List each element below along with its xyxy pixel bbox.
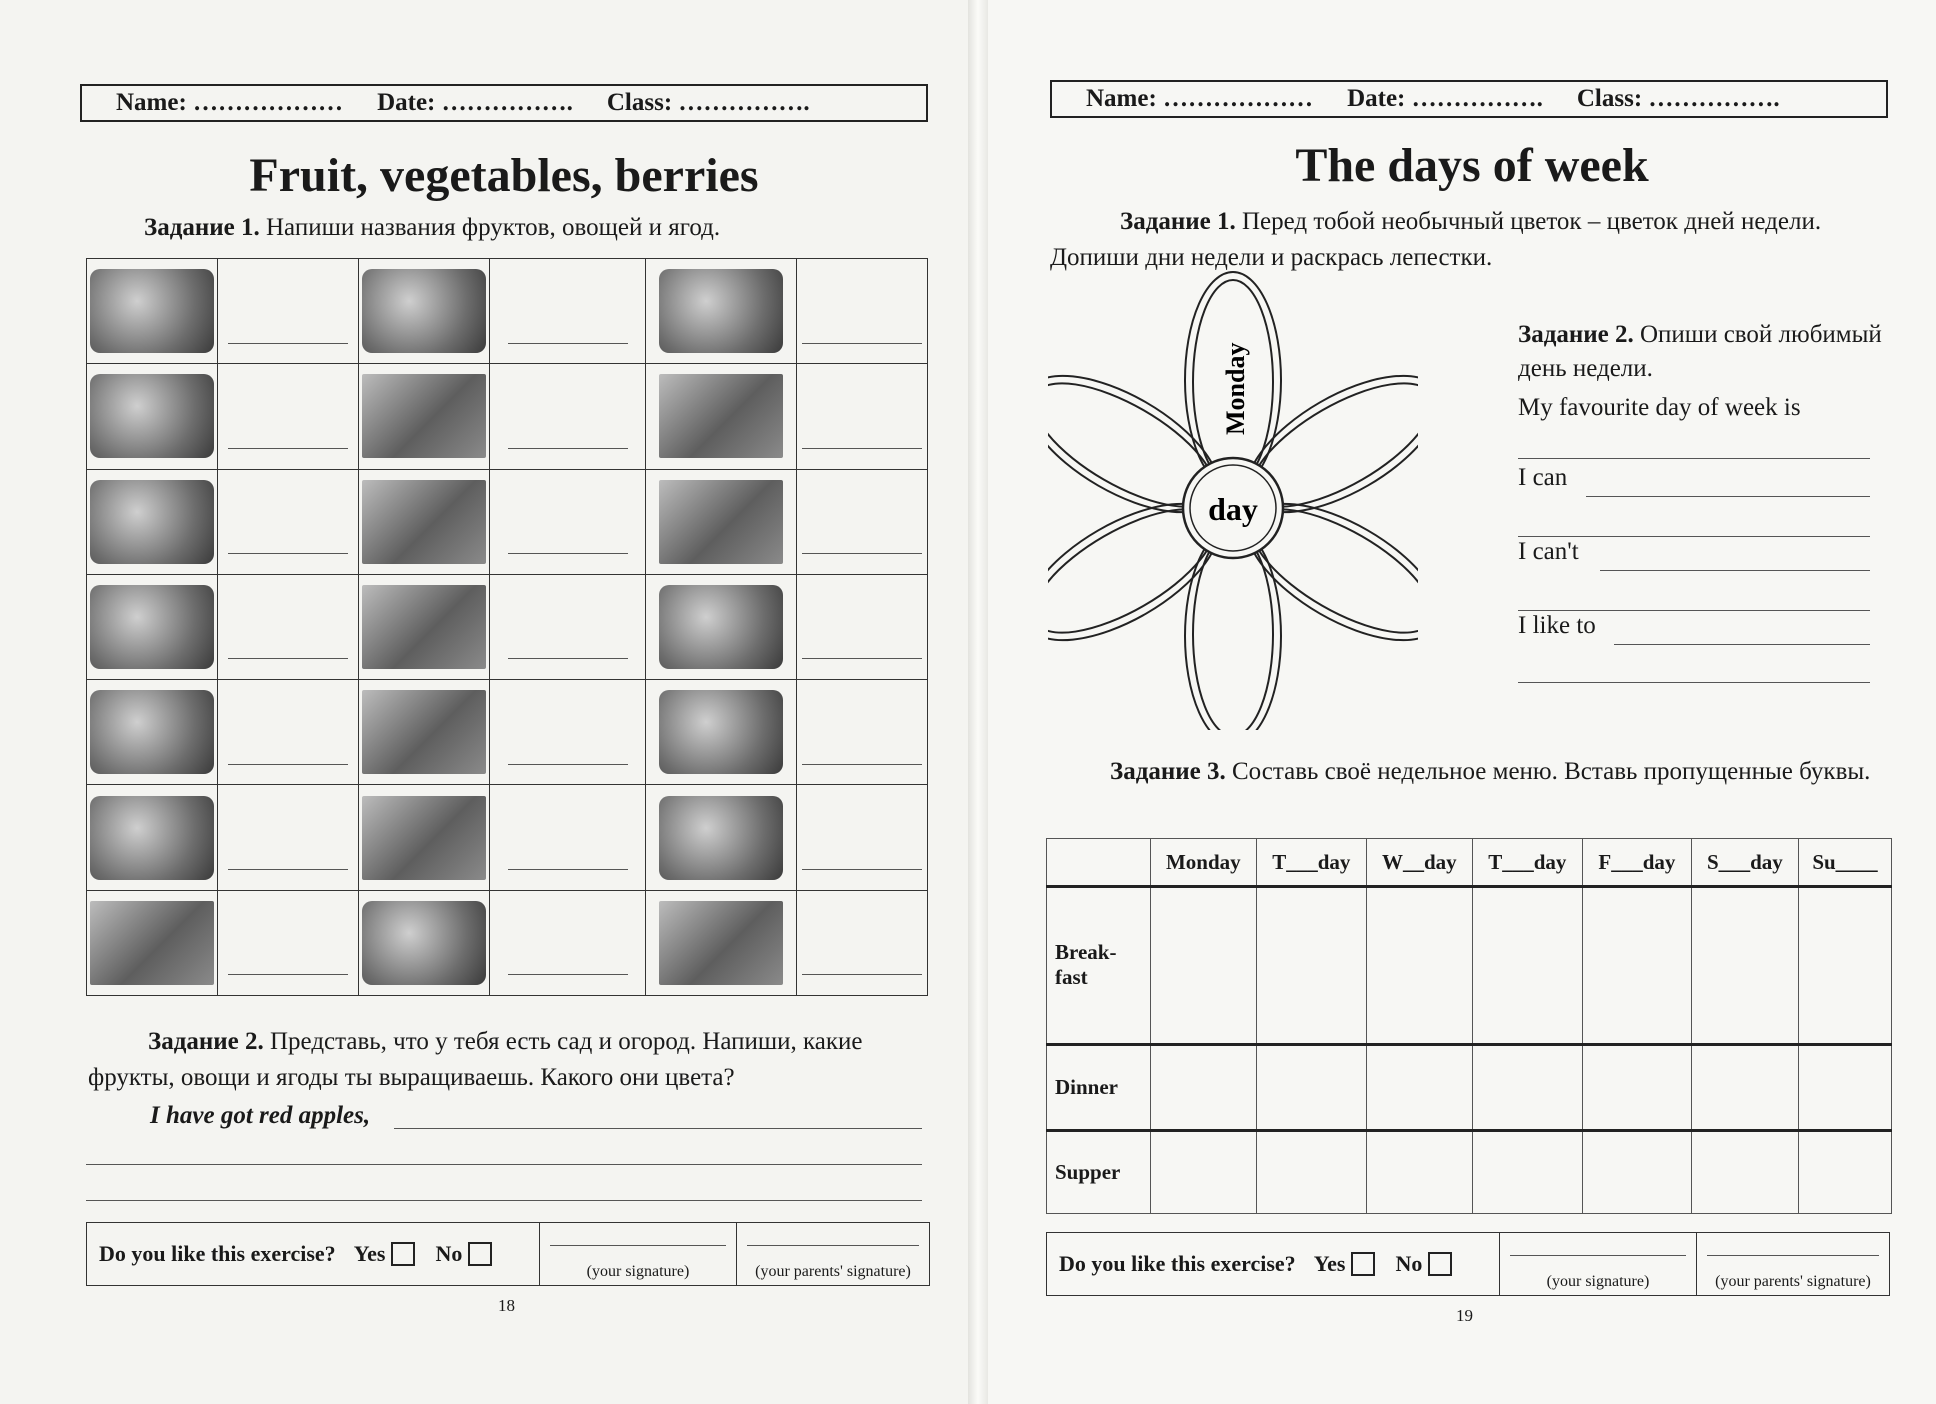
i-can-prompt: I can [1518, 464, 1568, 491]
page-title: The days of week [1295, 139, 1649, 192]
signature-box[interactable] [539, 1223, 736, 1285]
day-header[interactable]: T___day [1472, 839, 1582, 887]
date-field[interactable]: Date: ……………. [1347, 85, 1543, 112]
date-field[interactable]: Date: ……………. [377, 89, 573, 116]
answer-line[interactable] [228, 805, 348, 870]
feedback-box [1046, 1232, 1890, 1296]
class-field[interactable]: Class: ……………. [606, 89, 810, 116]
yes-label: Yes [1313, 1251, 1346, 1276]
yes-label: Yes [353, 1241, 386, 1266]
signature-box[interactable] [1499, 1233, 1696, 1295]
book-gutter [968, 0, 988, 1404]
fruit-image [90, 901, 214, 985]
answer-line[interactable] [1518, 506, 1870, 537]
task1-text: Напиши названия фруктов, овощей и ягод. [266, 214, 721, 241]
favourite-day-prompt: My favourite day of week is [1518, 394, 1801, 421]
right-page [988, 0, 1936, 1404]
vegetable-image [362, 585, 486, 669]
berry-image [362, 796, 486, 880]
page-number: 19 [1456, 1306, 1473, 1325]
day-header: Monday [1151, 839, 1257, 887]
menu-cell[interactable] [1367, 1130, 1473, 1213]
menu-cell[interactable] [1583, 1044, 1692, 1130]
task1-instruction [1050, 204, 1892, 276]
answer-line[interactable] [228, 910, 348, 975]
task2-instruction [88, 1024, 938, 1096]
header-box [80, 84, 928, 122]
yes-checkbox[interactable] [391, 1242, 415, 1266]
grid-row [87, 469, 928, 574]
grid-row [87, 364, 928, 469]
parents-signature-box[interactable] [736, 1223, 929, 1285]
menu-cell[interactable] [1256, 887, 1366, 1045]
menu-cell[interactable] [1367, 1044, 1473, 1130]
answer-line[interactable] [802, 384, 922, 449]
menu-cell[interactable] [1151, 1044, 1257, 1130]
answer-line[interactable] [1586, 466, 1870, 497]
menu-cell[interactable] [1799, 887, 1892, 1045]
signature-line [747, 1245, 919, 1246]
weekly-menu-table [1046, 838, 1892, 1214]
task2-example: I have got red apples, [150, 1102, 371, 1129]
answer-line[interactable] [802, 910, 922, 975]
answer-line[interactable] [508, 279, 628, 344]
task2-label: Задание 2. [148, 1028, 264, 1055]
fruit-image [90, 374, 214, 458]
answer-line[interactable] [802, 489, 922, 554]
menu-cell[interactable] [1256, 1044, 1366, 1130]
days-flower [1048, 270, 1418, 730]
answer-line[interactable] [802, 805, 922, 870]
answer-line[interactable] [802, 594, 922, 659]
fruit-image [90, 796, 214, 880]
day-header[interactable]: T___day [1256, 839, 1366, 887]
vegetable-image [362, 690, 486, 774]
fruit-image [362, 901, 486, 985]
answer-line[interactable] [1614, 614, 1870, 645]
answer-line[interactable] [1518, 428, 1870, 459]
no-label: No [1395, 1251, 1423, 1276]
signature-caption: (your signature) [1546, 1273, 1650, 1290]
vegetable-image [362, 374, 486, 458]
flower-center-label: day [1208, 491, 1258, 527]
i-like-to-prompt: I like to [1518, 612, 1596, 639]
page-title: Fruit, vegetables, berries [249, 149, 759, 202]
menu-cell[interactable] [1151, 887, 1257, 1045]
menu-row-breakfast [1047, 887, 1892, 1045]
menu-cell[interactable] [1472, 1044, 1582, 1130]
page-number: 18 [498, 1296, 515, 1315]
feedback-question-row [87, 1223, 539, 1285]
task1-text: Перед тобой необычный цветок – цветок дней недели. Допиши дни недели и раскрась лепестки. [1050, 208, 1822, 271]
menu-cell[interactable] [1691, 887, 1798, 1045]
feedback-question-row [1047, 1233, 1499, 1295]
menu-cell[interactable] [1799, 1044, 1892, 1130]
day-header[interactable]: F___day [1583, 839, 1692, 887]
berry-image [90, 690, 214, 774]
answer-line[interactable] [228, 489, 348, 554]
menu-cell[interactable] [1472, 887, 1582, 1045]
answer-line[interactable] [1600, 540, 1870, 571]
fruit-image [659, 480, 783, 564]
task3-instruction [1050, 754, 1892, 790]
no-checkbox[interactable] [468, 1242, 492, 1266]
answer-line[interactable] [86, 1174, 922, 1201]
parents-signature-caption: (your parents' signature) [755, 1263, 911, 1280]
grid-row [87, 890, 928, 995]
i-cant-prompt: I can't [1518, 538, 1579, 565]
fruit-image [90, 269, 214, 353]
parents-signature-box[interactable] [1696, 1233, 1889, 1295]
answer-line[interactable] [508, 489, 628, 554]
menu-cell[interactable] [1472, 1130, 1582, 1213]
menu-cell[interactable] [1583, 1130, 1692, 1213]
task1-label: Задание 1. [144, 214, 260, 241]
signature-caption: (your signature) [586, 1263, 690, 1280]
meal-label: Supper [1047, 1130, 1151, 1213]
grid-row [87, 574, 928, 679]
vegetable-image [659, 374, 783, 458]
menu-cell[interactable] [1691, 1044, 1798, 1130]
menu-cell[interactable] [1799, 1130, 1892, 1213]
vegetable-image [362, 480, 486, 564]
vegetable-image [659, 796, 783, 880]
name-field[interactable]: Name: ……………… [1086, 85, 1314, 112]
menu-cell[interactable] [1583, 887, 1692, 1045]
answer-line[interactable] [802, 700, 922, 765]
grid-row [87, 680, 928, 785]
task2-instruction [1518, 318, 1898, 386]
class-field[interactable]: Class: ……………. [1576, 85, 1780, 112]
feedback-question: Do you like this exercise? [99, 1241, 336, 1266]
answer-line[interactable] [1518, 580, 1870, 611]
task3-text: Составь своё недельное меню. Вставь пропущенные буквы. [1232, 758, 1871, 785]
answer-line[interactable] [394, 1102, 922, 1129]
feedback-box [86, 1222, 930, 1286]
fruit-image [659, 585, 783, 669]
menu-cell[interactable] [1367, 887, 1473, 1045]
answer-line[interactable] [508, 384, 628, 449]
header-box [1050, 80, 1888, 118]
grid-row [87, 785, 928, 890]
task1-label: Задание 1. [1120, 208, 1236, 235]
answer-line[interactable] [228, 700, 348, 765]
picture-grid [86, 258, 928, 996]
vegetable-image [90, 480, 214, 564]
signature-line [1707, 1255, 1879, 1256]
menu-cell[interactable] [1151, 1130, 1257, 1213]
berry-image [659, 690, 783, 774]
no-checkbox[interactable] [1428, 1252, 1452, 1276]
answer-line[interactable] [228, 279, 348, 344]
menu-header-row [1047, 839, 1892, 887]
signature-line [1510, 1255, 1686, 1256]
parents-signature-caption: (your parents' signature) [1715, 1273, 1871, 1290]
answer-line[interactable] [508, 594, 628, 659]
answer-line[interactable] [802, 279, 922, 344]
answer-line[interactable] [228, 384, 348, 449]
answer-line[interactable] [508, 700, 628, 765]
name-field[interactable]: Name: ……………… [116, 89, 344, 116]
menu-row-supper [1047, 1130, 1892, 1213]
berry-image [90, 585, 214, 669]
vegetable-image [659, 901, 783, 985]
meal-label [1047, 887, 1151, 1045]
task2-text: Представь, что у тебя есть сад и огород. Напиши, какие фрукты, овощи и ягоды ты выращиваешь. Какого они цвета? [88, 1028, 863, 1091]
yes-checkbox[interactable] [1351, 1252, 1375, 1276]
menu-cell[interactable] [1256, 1130, 1366, 1213]
answer-line[interactable] [86, 1138, 922, 1165]
task2-text: Опиши свой любимый день недели. [1518, 321, 1882, 382]
day-header[interactable]: Su____ [1799, 839, 1892, 887]
meal-label: Dinner [1047, 1044, 1151, 1130]
task2-label: Задание 2. [1518, 321, 1634, 348]
fruit-image [362, 269, 486, 353]
answer-line[interactable] [228, 594, 348, 659]
task1-instruction [144, 210, 720, 246]
answer-line[interactable] [508, 910, 628, 975]
menu-cell[interactable] [1691, 1130, 1798, 1213]
day-header[interactable]: S___day [1691, 839, 1798, 887]
answer-line[interactable] [1518, 652, 1870, 683]
day-header[interactable]: W__day [1367, 839, 1473, 887]
feedback-question: Do you like this exercise? [1059, 1251, 1296, 1276]
grid-row [87, 259, 928, 364]
meal-label-text: Break-fast [1055, 940, 1117, 990]
signature-line [550, 1245, 726, 1246]
petal-label-monday: Monday [1221, 342, 1250, 435]
no-label: No [435, 1241, 463, 1266]
menu-corner-cell [1047, 839, 1151, 887]
menu-row-dinner [1047, 1044, 1892, 1130]
task3-label: Задание 3. [1110, 758, 1226, 785]
fruit-image [659, 269, 783, 353]
answer-line[interactable] [508, 805, 628, 870]
